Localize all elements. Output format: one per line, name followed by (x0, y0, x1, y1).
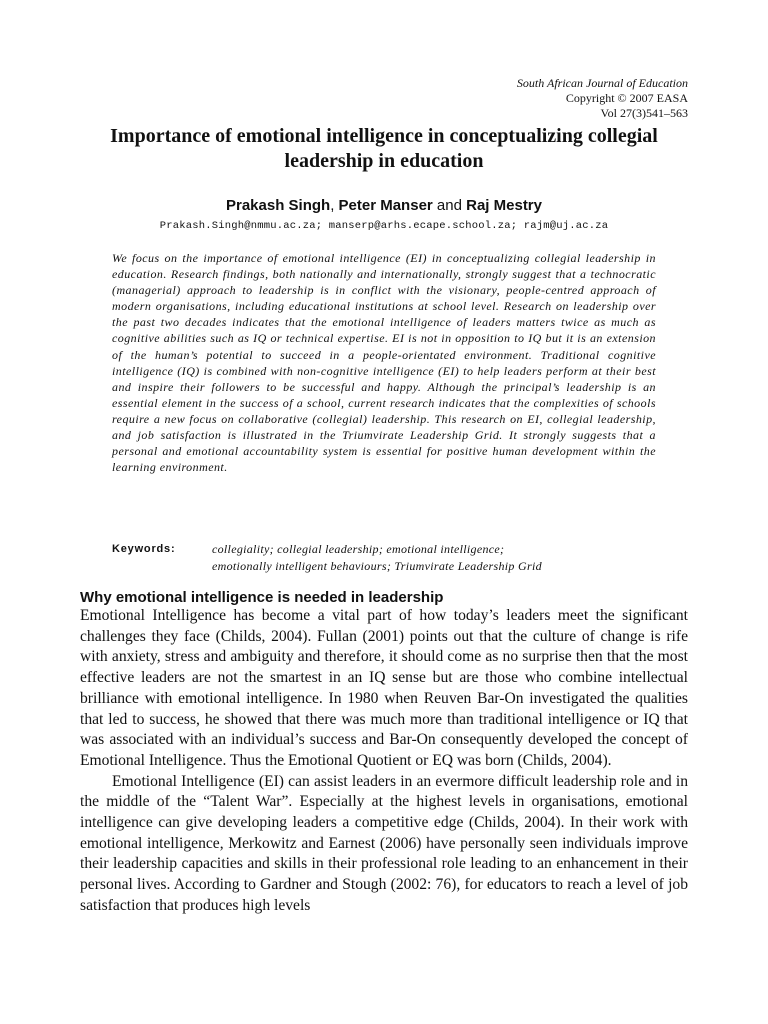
section-body (80, 606, 688, 917)
keywords-line: emotionally intelligent behaviours; Triumvirate Leadership Grid (212, 559, 542, 573)
journal-name: South African Journal of Education (516, 76, 688, 90)
author-name: Peter Manser (338, 197, 433, 214)
author-separator: and (432, 197, 467, 214)
body-paragraph: Emotional Intelligence has become a vital part of how today’s leaders meet the significant challenges they face (Childs, 2004). Fullan (2001) points out that the culture of change is rife with anxiety, stress and ambiguity and therefore, it should come as no surprise then that the most effective leaders are not the smartest in an IQ sense but are those who combine intellectual brilliance with emotional intelligence. In 1980 when Reuven Bar-On investigated the qualities that led to success, he showed that there was much more than traditional intelligence or IQ that was associated with an individual’s success and Bar-On consequently developed the concept of Emotional Intelligence. Thus the Emotional Quotient or EQ was born (Childs, 2004). (80, 607, 688, 769)
journal-header (517, 76, 688, 121)
copyright-line: Copyright © 2007 EASA (565, 91, 688, 105)
author-emails: Prakash.Singh@nmmu.ac.za; manserp@arhs.ecape.school.za; rajm@uj.ac.za (159, 220, 609, 232)
paper-title: Importance of emotional intelligence in conceptualizing collegial leadership in education (110, 125, 658, 172)
author-list (80, 197, 688, 214)
author-name: Prakash Singh (225, 197, 331, 214)
author-name: Raj Mestry (466, 197, 542, 214)
volume-line: Vol 27(3)541–563 (600, 106, 688, 120)
section-heading: Why emotional intelligence is needed in leadership (80, 589, 444, 606)
keywords-list (212, 541, 652, 575)
abstract: We focus on the importance of emotional intelligence (EI) in conceptualizing collegial leadership in education. Research findings, both nationally and internationally, strongly suggest that a technocratic (managerial) approach to leadership is in conflict with the visionary, people-centred approach of modern organisations, including educational institutions at school level. Research on leadership over the past two decades indicates that the emotional intelligence of leaders matters twice as much as cognitive abilities such as IQ or technical expertise. EI is not in opposition to IQ but it is an extension of the human’s potential to succeed in a people-orientated environment. Traditional cognitive intelligence (IQ) is combined with non-cognitive intelligence (EI) to help leaders perform at their best and inspire their followers to be successful and happy. Although the principal’s leadership is an essential element in the success of a school, current research indicates that the complexities of schools require a new focus on collaborative (collegial) leadership. This research on EI, collegial leadership, and job satisfaction is illustrated in the Triumvirate Leadership Grid. It strongly suggests that a personal and emotional accountability system is essential for positive human development within the learning environment. (112, 251, 656, 475)
keywords-line: collegiality; collegial leadership; emotional intelligence; (212, 542, 505, 556)
keywords-label: Keywords: (112, 543, 176, 555)
author-separator: , (330, 197, 339, 214)
body-paragraph: Emotional Intelligence (EI) can assist leaders in an evermore difficult leadership role and in the middle of the “Talent War”. Especially at the highest levels in organisations, emotional intelligence can give developing leaders a competitive edge (Childs, 2004). In their work with emotional intelligence, Merkowitz and Earnest (2006) have personally seen individuals improve their leadership capacities and skills in their professional role leading to an enhancement in their personal lives. According to Gardner and Stough (2002: 76), for educators to reach a level of job satisfaction that produces high levels (80, 772, 688, 914)
